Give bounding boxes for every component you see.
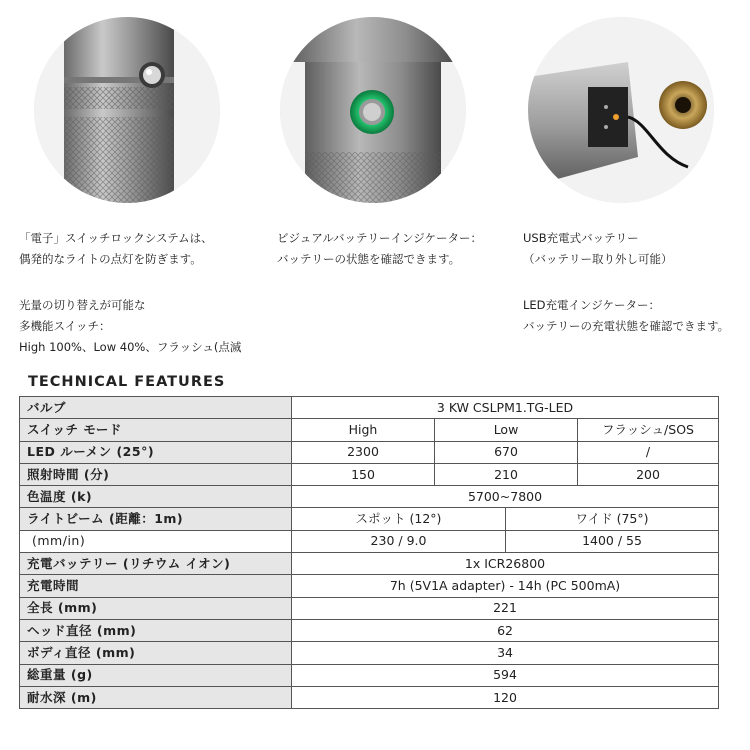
- caption-line: 光量の切り替えが可能な: [19, 298, 146, 312]
- cell-flash: 200: [578, 463, 719, 485]
- cell-spot: スポット (12°): [292, 508, 506, 530]
- caption-line: ビジュアルバッテリーインジケーター：: [277, 231, 482, 245]
- table-row-beam-size: [20, 530, 719, 552]
- table-row-bulb: [20, 397, 719, 419]
- row-label: ボディ直径 (mm): [20, 642, 292, 664]
- row-value: 7h (5V1A adapter) - 14h (PC 500mA): [292, 575, 719, 597]
- caption-line: USB充電式バッテリー: [523, 231, 639, 245]
- row-value: 594: [292, 664, 719, 686]
- row-value: 221: [292, 597, 719, 619]
- table-row-color-temp: [20, 486, 719, 508]
- row-label: 充電バッテリー (リチウム イオン): [20, 553, 292, 575]
- row-label: 耐水深 (m): [20, 686, 292, 708]
- cell-low: 210: [435, 463, 578, 485]
- table-row-length: [20, 597, 719, 619]
- row-value: 1x ICR26800: [292, 553, 719, 575]
- cell-flash: フラッシュ/SOS: [578, 419, 719, 441]
- cell-flash: /: [578, 441, 719, 463]
- caption-line: [19, 270, 241, 291]
- photo-electronic-lock-switch: [34, 17, 220, 203]
- caption-battery-indicator: [277, 228, 482, 270]
- row-label: バルブ: [20, 397, 292, 419]
- caption-line: High 100%、Low 40%、フラッシュ(点滅: [19, 340, 242, 354]
- caption-usb-charging: [523, 228, 729, 337]
- caption-line: 多機能スイッチ：: [19, 319, 111, 333]
- caption-line: 偶発的なライトの点灯を防ぎます。: [19, 252, 202, 266]
- cell-wide: ワイド (75°): [506, 508, 719, 530]
- table-row-runtime: [20, 463, 719, 485]
- caption-line: LED充電インジケーター：: [523, 298, 661, 312]
- caption-line: [523, 270, 729, 291]
- row-label: ライトビーム (距離：1m): [20, 508, 292, 530]
- caption-switch-lock: [19, 228, 241, 358]
- caption-line: バッテリーの充電状態を確認できます。: [523, 319, 730, 333]
- caption-line: バッテリーの状態を確認できます。: [277, 252, 461, 266]
- table-row-depth: [20, 686, 719, 708]
- row-value: 3 KW CSLPM1.TG-LED: [292, 397, 719, 419]
- cell-high: High: [292, 419, 435, 441]
- row-value: 120: [292, 686, 719, 708]
- cell-wide: 1400 / 55: [506, 530, 719, 552]
- row-value: 34: [292, 642, 719, 664]
- table-row-switch-mode: [20, 419, 719, 441]
- table-row-beam: [20, 508, 719, 530]
- cell-high: 2300: [292, 441, 435, 463]
- table-row-body-diameter: [20, 642, 719, 664]
- row-label: 充電時間: [20, 575, 292, 597]
- cell-spot: 230 / 9.0: [292, 530, 506, 552]
- caption-line: （バッテリー取り外し可能）: [523, 252, 673, 266]
- row-label: 総重量 (g): [20, 664, 292, 686]
- table-row-weight: [20, 664, 719, 686]
- row-label: 全長 (mm): [20, 597, 292, 619]
- row-label: 色温度 (k): [20, 486, 292, 508]
- row-label: (mm/in): [20, 530, 292, 552]
- table-row-battery: [20, 553, 719, 575]
- technical-features-heading: TECHNICAL FEATURES: [28, 374, 226, 390]
- table-row-charge-time: [20, 575, 719, 597]
- cell-high: 150: [292, 463, 435, 485]
- spec-table: [19, 396, 719, 709]
- row-label: ヘッド直径 (mm): [20, 619, 292, 641]
- cell-low: Low: [435, 419, 578, 441]
- table-row-head-diameter: [20, 619, 719, 641]
- row-label: スイッチ モード: [20, 419, 292, 441]
- row-label: LED ルーメン (25°): [20, 441, 292, 463]
- row-value: 62: [292, 619, 719, 641]
- photo-battery-indicator: [280, 17, 466, 203]
- photo-usb-battery-charging: [528, 17, 714, 203]
- cell-low: 670: [435, 441, 578, 463]
- table-row-lumen: [20, 441, 719, 463]
- row-value: 5700~7800: [292, 486, 719, 508]
- row-label: 照射時間 (分): [20, 463, 292, 485]
- caption-line: 「電子」スイッチロックシステムは、: [19, 231, 213, 245]
